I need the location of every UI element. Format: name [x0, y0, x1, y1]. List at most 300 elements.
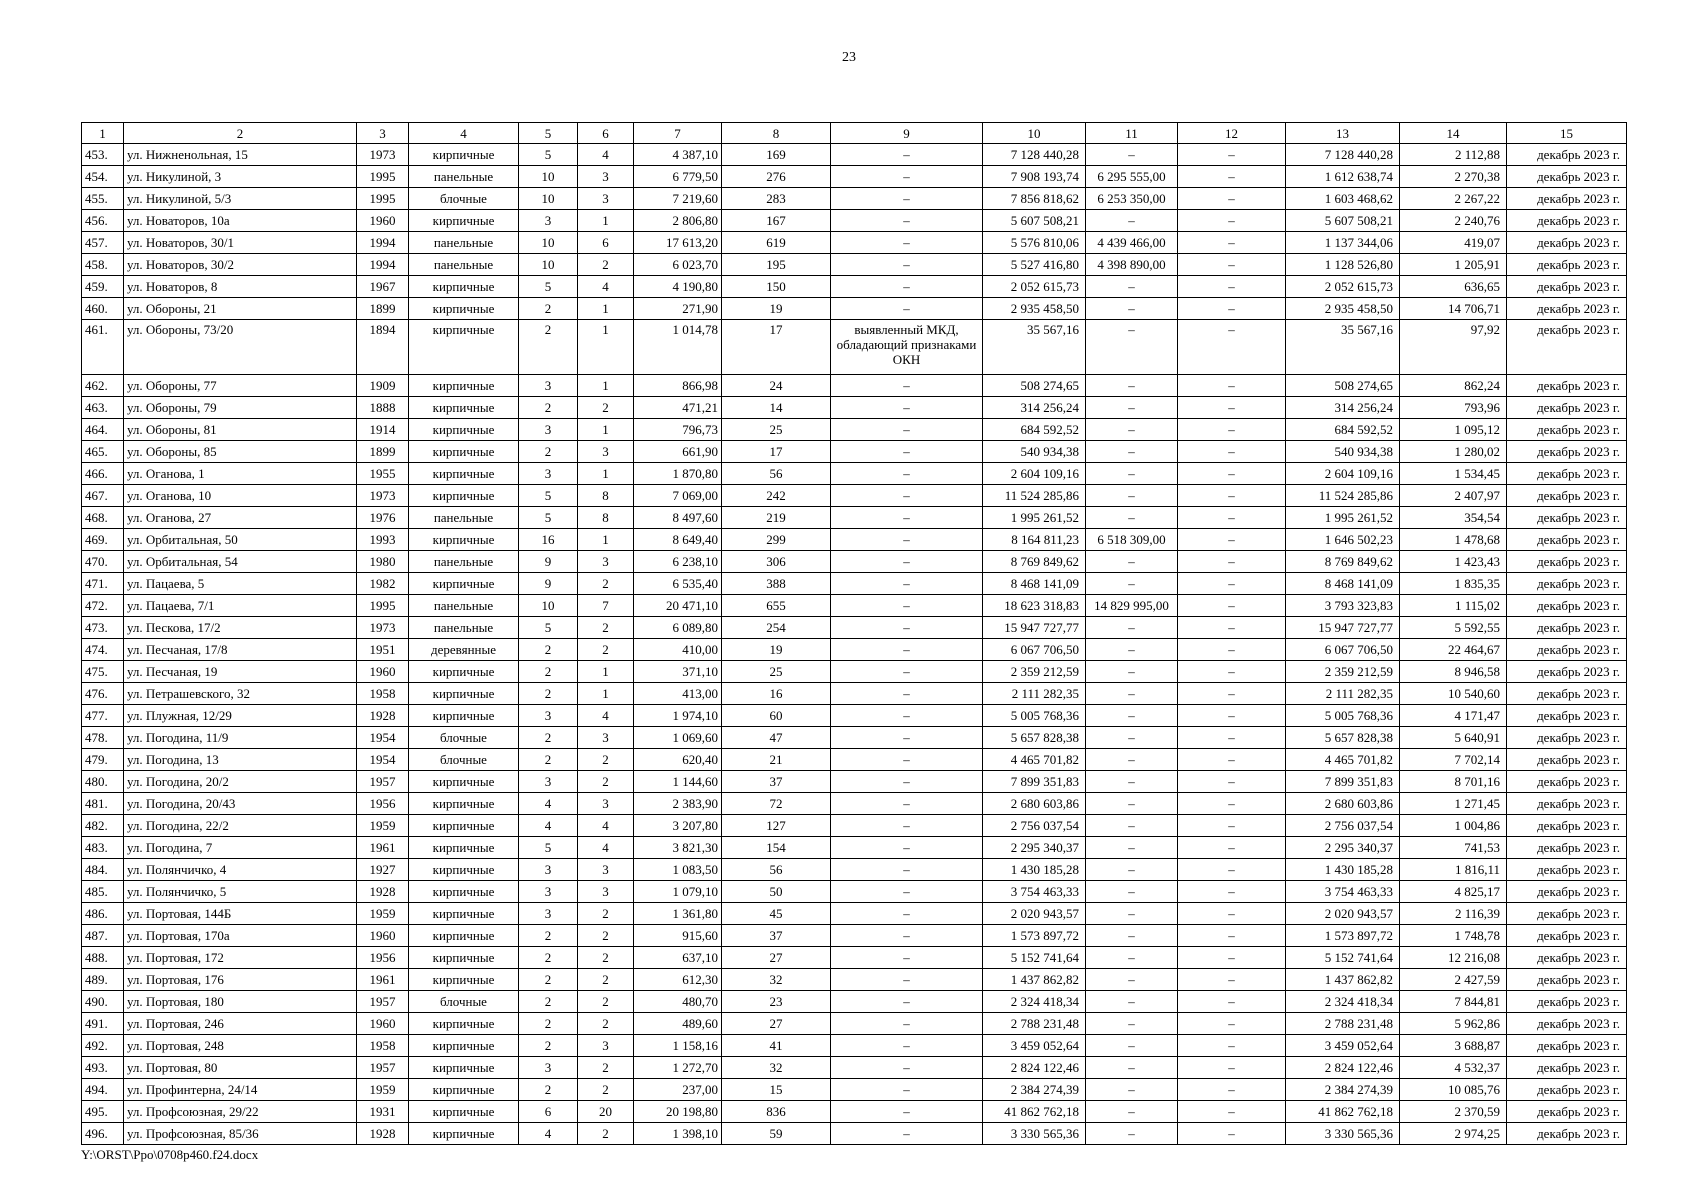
cell-other-cost: – [1178, 507, 1286, 529]
cell-note: – [831, 298, 983, 320]
cell-build-year: 1909 [357, 375, 409, 397]
cell-owners-cost: 1 612 638,74 [1286, 166, 1400, 188]
cell-completion-date: декабрь 2023 г. [1507, 232, 1627, 254]
cell-fund-cost: – [1086, 1035, 1178, 1057]
cell-owners-cost: 8 468 141,09 [1286, 573, 1400, 595]
cell-fund-cost: – [1086, 441, 1178, 463]
cell-other-cost: – [1178, 463, 1286, 485]
cell-address: ул. Портовая, 248 [124, 1035, 357, 1057]
cell-owners-cost: 5 657 828,38 [1286, 727, 1400, 749]
table-row [82, 551, 1627, 573]
cell-fund-cost: – [1086, 881, 1178, 903]
cell-note: – [831, 947, 983, 969]
cell-row-number: 468. [82, 507, 124, 529]
cell-area: 471,21 [634, 397, 722, 419]
cell-cost-per-sqm: 1 835,35 [1400, 573, 1507, 595]
cell-total-cost: 2 680 603,86 [983, 793, 1086, 815]
cell-owners-cost: 1 995 261,52 [1286, 507, 1400, 529]
cell-total-cost: 540 934,38 [983, 441, 1086, 463]
cell-note: – [831, 166, 983, 188]
column-header: 9 [831, 123, 983, 144]
cell-floors: 3 [519, 771, 578, 793]
table-row [82, 947, 1627, 969]
cell-fund-cost: 4 439 466,00 [1086, 232, 1178, 254]
cell-wall-material: блочные [409, 188, 519, 210]
cell-row-number: 481. [82, 793, 124, 815]
cell-residents: 37 [722, 771, 831, 793]
cell-fund-cost: – [1086, 859, 1178, 881]
cell-row-number: 473. [82, 617, 124, 639]
cell-owners-cost: 1 128 526,80 [1286, 254, 1400, 276]
cell-row-number: 480. [82, 771, 124, 793]
cell-fund-cost: – [1086, 573, 1178, 595]
cell-row-number: 464. [82, 419, 124, 441]
cell-cost-per-sqm: 2 270,38 [1400, 166, 1507, 188]
cell-entrances: 2 [578, 639, 634, 661]
cell-cost-per-sqm: 2 974,25 [1400, 1123, 1507, 1145]
cell-area: 8 497,60 [634, 507, 722, 529]
table-row [82, 749, 1627, 771]
cell-wall-material: кирпичные [409, 771, 519, 793]
cell-floors: 5 [519, 276, 578, 298]
cell-other-cost: – [1178, 617, 1286, 639]
cell-completion-date: декабрь 2023 г. [1507, 727, 1627, 749]
table-row [82, 595, 1627, 617]
cell-total-cost: 2 359 212,59 [983, 661, 1086, 683]
cell-residents: 127 [722, 815, 831, 837]
cell-build-year: 1967 [357, 276, 409, 298]
cell-total-cost: 2 384 274,39 [983, 1079, 1086, 1101]
cell-residents: 27 [722, 947, 831, 969]
cell-build-year: 1961 [357, 969, 409, 991]
cell-wall-material: кирпичные [409, 881, 519, 903]
table-row [82, 210, 1627, 232]
cell-fund-cost: – [1086, 815, 1178, 837]
cell-other-cost: – [1178, 793, 1286, 815]
cell-other-cost: – [1178, 969, 1286, 991]
cell-entrances: 1 [578, 529, 634, 551]
cell-owners-cost: 15 947 727,77 [1286, 617, 1400, 639]
cell-completion-date: декабрь 2023 г. [1507, 551, 1627, 573]
cell-owners-cost: 1 573 897,72 [1286, 925, 1400, 947]
cell-total-cost: 2 052 615,73 [983, 276, 1086, 298]
cell-floors: 2 [519, 639, 578, 661]
cell-fund-cost: – [1086, 991, 1178, 1013]
cell-build-year: 1959 [357, 815, 409, 837]
cell-cost-per-sqm: 354,54 [1400, 507, 1507, 529]
cell-address: ул. Погодина, 20/43 [124, 793, 357, 815]
cell-total-cost: 2 788 231,48 [983, 1013, 1086, 1035]
table-row [82, 188, 1627, 210]
cell-area: 6 023,70 [634, 254, 722, 276]
cell-other-cost: – [1178, 881, 1286, 903]
cell-fund-cost: – [1086, 507, 1178, 529]
cell-floors: 2 [519, 991, 578, 1013]
cell-entrances: 2 [578, 925, 634, 947]
cell-completion-date: декабрь 2023 г. [1507, 1079, 1627, 1101]
cell-area: 1 272,70 [634, 1057, 722, 1079]
cell-entrances: 7 [578, 595, 634, 617]
table-row [82, 881, 1627, 903]
cell-row-number: 460. [82, 298, 124, 320]
cell-area: 1 083,50 [634, 859, 722, 881]
cell-floors: 2 [519, 925, 578, 947]
cell-residents: 59 [722, 1123, 831, 1145]
table-row [82, 441, 1627, 463]
cell-total-cost: 5 152 741,64 [983, 947, 1086, 969]
cell-total-cost: 7 908 193,74 [983, 166, 1086, 188]
cell-fund-cost: – [1086, 947, 1178, 969]
cell-residents: 150 [722, 276, 831, 298]
cell-build-year: 1957 [357, 1057, 409, 1079]
cell-entrances: 2 [578, 254, 634, 276]
cell-note: – [831, 727, 983, 749]
table-row [82, 1035, 1627, 1057]
cell-build-year: 1956 [357, 793, 409, 815]
cell-row-number: 461. [82, 320, 124, 375]
cell-build-year: 1899 [357, 441, 409, 463]
cell-fund-cost: – [1086, 485, 1178, 507]
cell-floors: 2 [519, 441, 578, 463]
cell-note: – [831, 573, 983, 595]
cell-owners-cost: 2 111 282,35 [1286, 683, 1400, 705]
cell-total-cost: 1 430 185,28 [983, 859, 1086, 881]
cell-other-cost: – [1178, 254, 1286, 276]
cell-other-cost: – [1178, 485, 1286, 507]
cell-note: – [831, 210, 983, 232]
cell-entrances: 2 [578, 1123, 634, 1145]
cell-build-year: 1976 [357, 507, 409, 529]
cell-total-cost: 5 005 768,36 [983, 705, 1086, 727]
cell-fund-cost: – [1086, 419, 1178, 441]
cell-area: 1 079,10 [634, 881, 722, 903]
cell-entrances: 3 [578, 859, 634, 881]
cell-address: ул. Обороны, 21 [124, 298, 357, 320]
cell-residents: 25 [722, 419, 831, 441]
cell-residents: 242 [722, 485, 831, 507]
cell-entrances: 2 [578, 1079, 634, 1101]
cell-note: – [831, 661, 983, 683]
cell-address: ул. Песчаная, 17/8 [124, 639, 357, 661]
cell-owners-cost: 2 384 274,39 [1286, 1079, 1400, 1101]
cell-cost-per-sqm: 14 706,71 [1400, 298, 1507, 320]
cell-entrances: 3 [578, 166, 634, 188]
cell-build-year: 1960 [357, 1013, 409, 1035]
cell-cost-per-sqm: 862,24 [1400, 375, 1507, 397]
cell-owners-cost: 35 567,16 [1286, 320, 1400, 375]
cell-wall-material: кирпичные [409, 1035, 519, 1057]
cell-wall-material: кирпичные [409, 463, 519, 485]
cell-residents: 50 [722, 881, 831, 903]
cell-area: 4 387,10 [634, 144, 722, 166]
cell-note: выявленный МКД, обладающий признаками ОКН [831, 320, 983, 375]
cell-build-year: 1995 [357, 166, 409, 188]
cell-completion-date: декабрь 2023 г. [1507, 1013, 1627, 1035]
cell-area: 6 779,50 [634, 166, 722, 188]
cell-other-cost: – [1178, 573, 1286, 595]
cell-owners-cost: 2 052 615,73 [1286, 276, 1400, 298]
cell-completion-date: декабрь 2023 г. [1507, 166, 1627, 188]
cell-floors: 3 [519, 419, 578, 441]
cell-total-cost: 3 330 565,36 [983, 1123, 1086, 1145]
cell-wall-material: кирпичные [409, 1013, 519, 1035]
cell-other-cost: – [1178, 166, 1286, 188]
cell-cost-per-sqm: 1 816,11 [1400, 859, 1507, 881]
cell-address: ул. Портовая, 80 [124, 1057, 357, 1079]
table-row [82, 771, 1627, 793]
cell-residents: 154 [722, 837, 831, 859]
cell-total-cost: 5 657 828,38 [983, 727, 1086, 749]
cell-floors: 9 [519, 573, 578, 595]
cell-residents: 45 [722, 903, 831, 925]
cell-area: 7 219,60 [634, 188, 722, 210]
cell-other-cost: – [1178, 639, 1286, 661]
cell-note: – [831, 397, 983, 419]
cell-cost-per-sqm: 4 825,17 [1400, 881, 1507, 903]
cell-address: ул. Новаторов, 30/1 [124, 232, 357, 254]
cell-owners-cost: 8 769 849,62 [1286, 551, 1400, 573]
cell-total-cost: 7 856 818,62 [983, 188, 1086, 210]
cell-cost-per-sqm: 1 478,68 [1400, 529, 1507, 551]
cell-build-year: 1899 [357, 298, 409, 320]
cell-area: 6 238,10 [634, 551, 722, 573]
cell-wall-material: кирпичные [409, 1123, 519, 1145]
cell-area: 2 383,90 [634, 793, 722, 815]
cell-floors: 5 [519, 144, 578, 166]
cell-cost-per-sqm: 419,07 [1400, 232, 1507, 254]
cell-note: – [831, 859, 983, 881]
cell-other-cost: – [1178, 1123, 1286, 1145]
cell-row-number: 457. [82, 232, 124, 254]
cell-build-year: 1960 [357, 661, 409, 683]
cell-address: ул. Профинтерна, 24/14 [124, 1079, 357, 1101]
cell-owners-cost: 2 935 458,50 [1286, 298, 1400, 320]
cell-total-cost: 2 111 282,35 [983, 683, 1086, 705]
cell-area: 1 361,80 [634, 903, 722, 925]
cell-fund-cost: – [1086, 727, 1178, 749]
cell-row-number: 489. [82, 969, 124, 991]
cell-completion-date: декабрь 2023 г. [1507, 573, 1627, 595]
cell-note: – [831, 551, 983, 573]
cell-wall-material: панельные [409, 551, 519, 573]
cell-row-number: 493. [82, 1057, 124, 1079]
cell-completion-date: декабрь 2023 г. [1507, 1123, 1627, 1145]
cell-entrances: 4 [578, 705, 634, 727]
cell-fund-cost: – [1086, 749, 1178, 771]
cell-completion-date: декабрь 2023 г. [1507, 463, 1627, 485]
cell-other-cost: – [1178, 749, 1286, 771]
cell-address: ул. Песчаная, 19 [124, 661, 357, 683]
cell-cost-per-sqm: 10 085,76 [1400, 1079, 1507, 1101]
cell-other-cost: – [1178, 815, 1286, 837]
cell-entrances: 1 [578, 320, 634, 375]
cell-row-number: 466. [82, 463, 124, 485]
cell-total-cost: 5 607 508,21 [983, 210, 1086, 232]
cell-residents: 14 [722, 397, 831, 419]
cell-address: ул. Нижненольная, 15 [124, 144, 357, 166]
table-row [82, 397, 1627, 419]
cell-fund-cost: – [1086, 793, 1178, 815]
cell-entrances: 1 [578, 210, 634, 232]
cell-area: 237,00 [634, 1079, 722, 1101]
cell-area: 1 069,60 [634, 727, 722, 749]
cell-address: ул. Плужная, 12/29 [124, 705, 357, 727]
cell-note: – [831, 617, 983, 639]
cell-wall-material: кирпичные [409, 683, 519, 705]
cell-residents: 254 [722, 617, 831, 639]
table-row [82, 903, 1627, 925]
cell-fund-cost: – [1086, 1123, 1178, 1145]
cell-address: ул. Оганова, 27 [124, 507, 357, 529]
cell-wall-material: кирпичные [409, 529, 519, 551]
cell-address: ул. Полянчичко, 4 [124, 859, 357, 881]
cell-total-cost: 4 465 701,82 [983, 749, 1086, 771]
table-body [82, 144, 1627, 1145]
cell-total-cost: 41 862 762,18 [983, 1101, 1086, 1123]
cell-note: – [831, 485, 983, 507]
cell-other-cost: – [1178, 419, 1286, 441]
cell-owners-cost: 6 067 706,50 [1286, 639, 1400, 661]
cell-area: 410,00 [634, 639, 722, 661]
cell-wall-material: кирпичные [409, 1101, 519, 1123]
cell-address: ул. Петрашевского, 32 [124, 683, 357, 705]
cell-cost-per-sqm: 1 534,45 [1400, 463, 1507, 485]
cell-build-year: 1955 [357, 463, 409, 485]
cell-floors: 3 [519, 705, 578, 727]
cell-area: 271,90 [634, 298, 722, 320]
cell-area: 2 806,80 [634, 210, 722, 232]
cell-entrances: 3 [578, 441, 634, 463]
cell-wall-material: кирпичные [409, 485, 519, 507]
cell-residents: 60 [722, 705, 831, 727]
cell-entrances: 3 [578, 881, 634, 903]
cell-wall-material: блочные [409, 727, 519, 749]
cell-floors: 10 [519, 254, 578, 276]
cell-owners-cost: 4 465 701,82 [1286, 749, 1400, 771]
cell-wall-material: кирпичные [409, 1079, 519, 1101]
cell-row-number: 469. [82, 529, 124, 551]
cell-row-number: 472. [82, 595, 124, 617]
cell-other-cost: – [1178, 925, 1286, 947]
cell-wall-material: кирпичные [409, 441, 519, 463]
table-row [82, 320, 1627, 375]
cell-wall-material: блочные [409, 991, 519, 1013]
column-number-row [82, 123, 1627, 144]
cell-entrances: 2 [578, 573, 634, 595]
cell-row-number: 477. [82, 705, 124, 727]
cell-build-year: 1956 [357, 947, 409, 969]
cell-total-cost: 8 769 849,62 [983, 551, 1086, 573]
cell-note: – [831, 991, 983, 1013]
cell-entrances: 2 [578, 1013, 634, 1035]
cell-residents: 169 [722, 144, 831, 166]
cell-residents: 15 [722, 1079, 831, 1101]
cell-total-cost: 15 947 727,77 [983, 617, 1086, 639]
cell-floors: 2 [519, 683, 578, 705]
cell-total-cost: 5 576 810,06 [983, 232, 1086, 254]
cell-row-number: 458. [82, 254, 124, 276]
column-header: 8 [722, 123, 831, 144]
cell-floors: 2 [519, 727, 578, 749]
cell-total-cost: 35 567,16 [983, 320, 1086, 375]
table-row [82, 727, 1627, 749]
column-header: 6 [578, 123, 634, 144]
cell-address: ул. Обороны, 77 [124, 375, 357, 397]
cell-owners-cost: 684 592,52 [1286, 419, 1400, 441]
cell-completion-date: декабрь 2023 г. [1507, 397, 1627, 419]
cell-completion-date: декабрь 2023 г. [1507, 441, 1627, 463]
cell-owners-cost: 1 437 862,82 [1286, 969, 1400, 991]
cell-other-cost: – [1178, 859, 1286, 881]
cell-cost-per-sqm: 2 116,39 [1400, 903, 1507, 925]
cell-entrances: 2 [578, 947, 634, 969]
cell-note: – [831, 375, 983, 397]
table-row [82, 529, 1627, 551]
cell-entrances: 3 [578, 1035, 634, 1057]
cell-note: – [831, 276, 983, 298]
cell-area: 489,60 [634, 1013, 722, 1035]
cell-entrances: 8 [578, 507, 634, 529]
cell-entrances: 1 [578, 298, 634, 320]
cell-wall-material: кирпичные [409, 793, 519, 815]
cell-floors: 3 [519, 463, 578, 485]
cell-area: 4 190,80 [634, 276, 722, 298]
cell-address: ул. Погодина, 11/9 [124, 727, 357, 749]
cell-entrances: 2 [578, 771, 634, 793]
cell-other-cost: – [1178, 837, 1286, 859]
table-row [82, 1013, 1627, 1035]
cell-address: ул. Никулиной, 3 [124, 166, 357, 188]
cell-total-cost: 11 524 285,86 [983, 485, 1086, 507]
cell-other-cost: – [1178, 320, 1286, 375]
table-row [82, 683, 1627, 705]
cell-other-cost: – [1178, 947, 1286, 969]
cell-row-number: 471. [82, 573, 124, 595]
column-header: 14 [1400, 123, 1507, 144]
cell-other-cost: – [1178, 1057, 1286, 1079]
cell-address: ул. Пескова, 17/2 [124, 617, 357, 639]
cell-row-number: 455. [82, 188, 124, 210]
cell-address: ул. Орбитальная, 50 [124, 529, 357, 551]
cell-note: – [831, 683, 983, 705]
cell-cost-per-sqm: 2 267,22 [1400, 188, 1507, 210]
cell-wall-material: кирпичные [409, 320, 519, 375]
cell-build-year: 1888 [357, 397, 409, 419]
cell-build-year: 1994 [357, 232, 409, 254]
cell-wall-material: кирпичные [409, 397, 519, 419]
cell-residents: 37 [722, 925, 831, 947]
cell-owners-cost: 1 430 185,28 [1286, 859, 1400, 881]
cell-residents: 72 [722, 793, 831, 815]
cell-build-year: 1995 [357, 595, 409, 617]
cell-total-cost: 2 020 943,57 [983, 903, 1086, 925]
table-row [82, 463, 1627, 485]
cell-total-cost: 2 824 122,46 [983, 1057, 1086, 1079]
cell-entrances: 4 [578, 815, 634, 837]
cell-note: – [831, 771, 983, 793]
cell-row-number: 488. [82, 947, 124, 969]
table-row [82, 705, 1627, 727]
cell-fund-cost: – [1086, 617, 1178, 639]
cell-note: – [831, 419, 983, 441]
cell-area: 413,00 [634, 683, 722, 705]
cell-row-number: 483. [82, 837, 124, 859]
cell-area: 480,70 [634, 991, 722, 1013]
column-header: 13 [1286, 123, 1400, 144]
cell-other-cost: – [1178, 727, 1286, 749]
cell-area: 20 471,10 [634, 595, 722, 617]
cell-cost-per-sqm: 4 532,37 [1400, 1057, 1507, 1079]
